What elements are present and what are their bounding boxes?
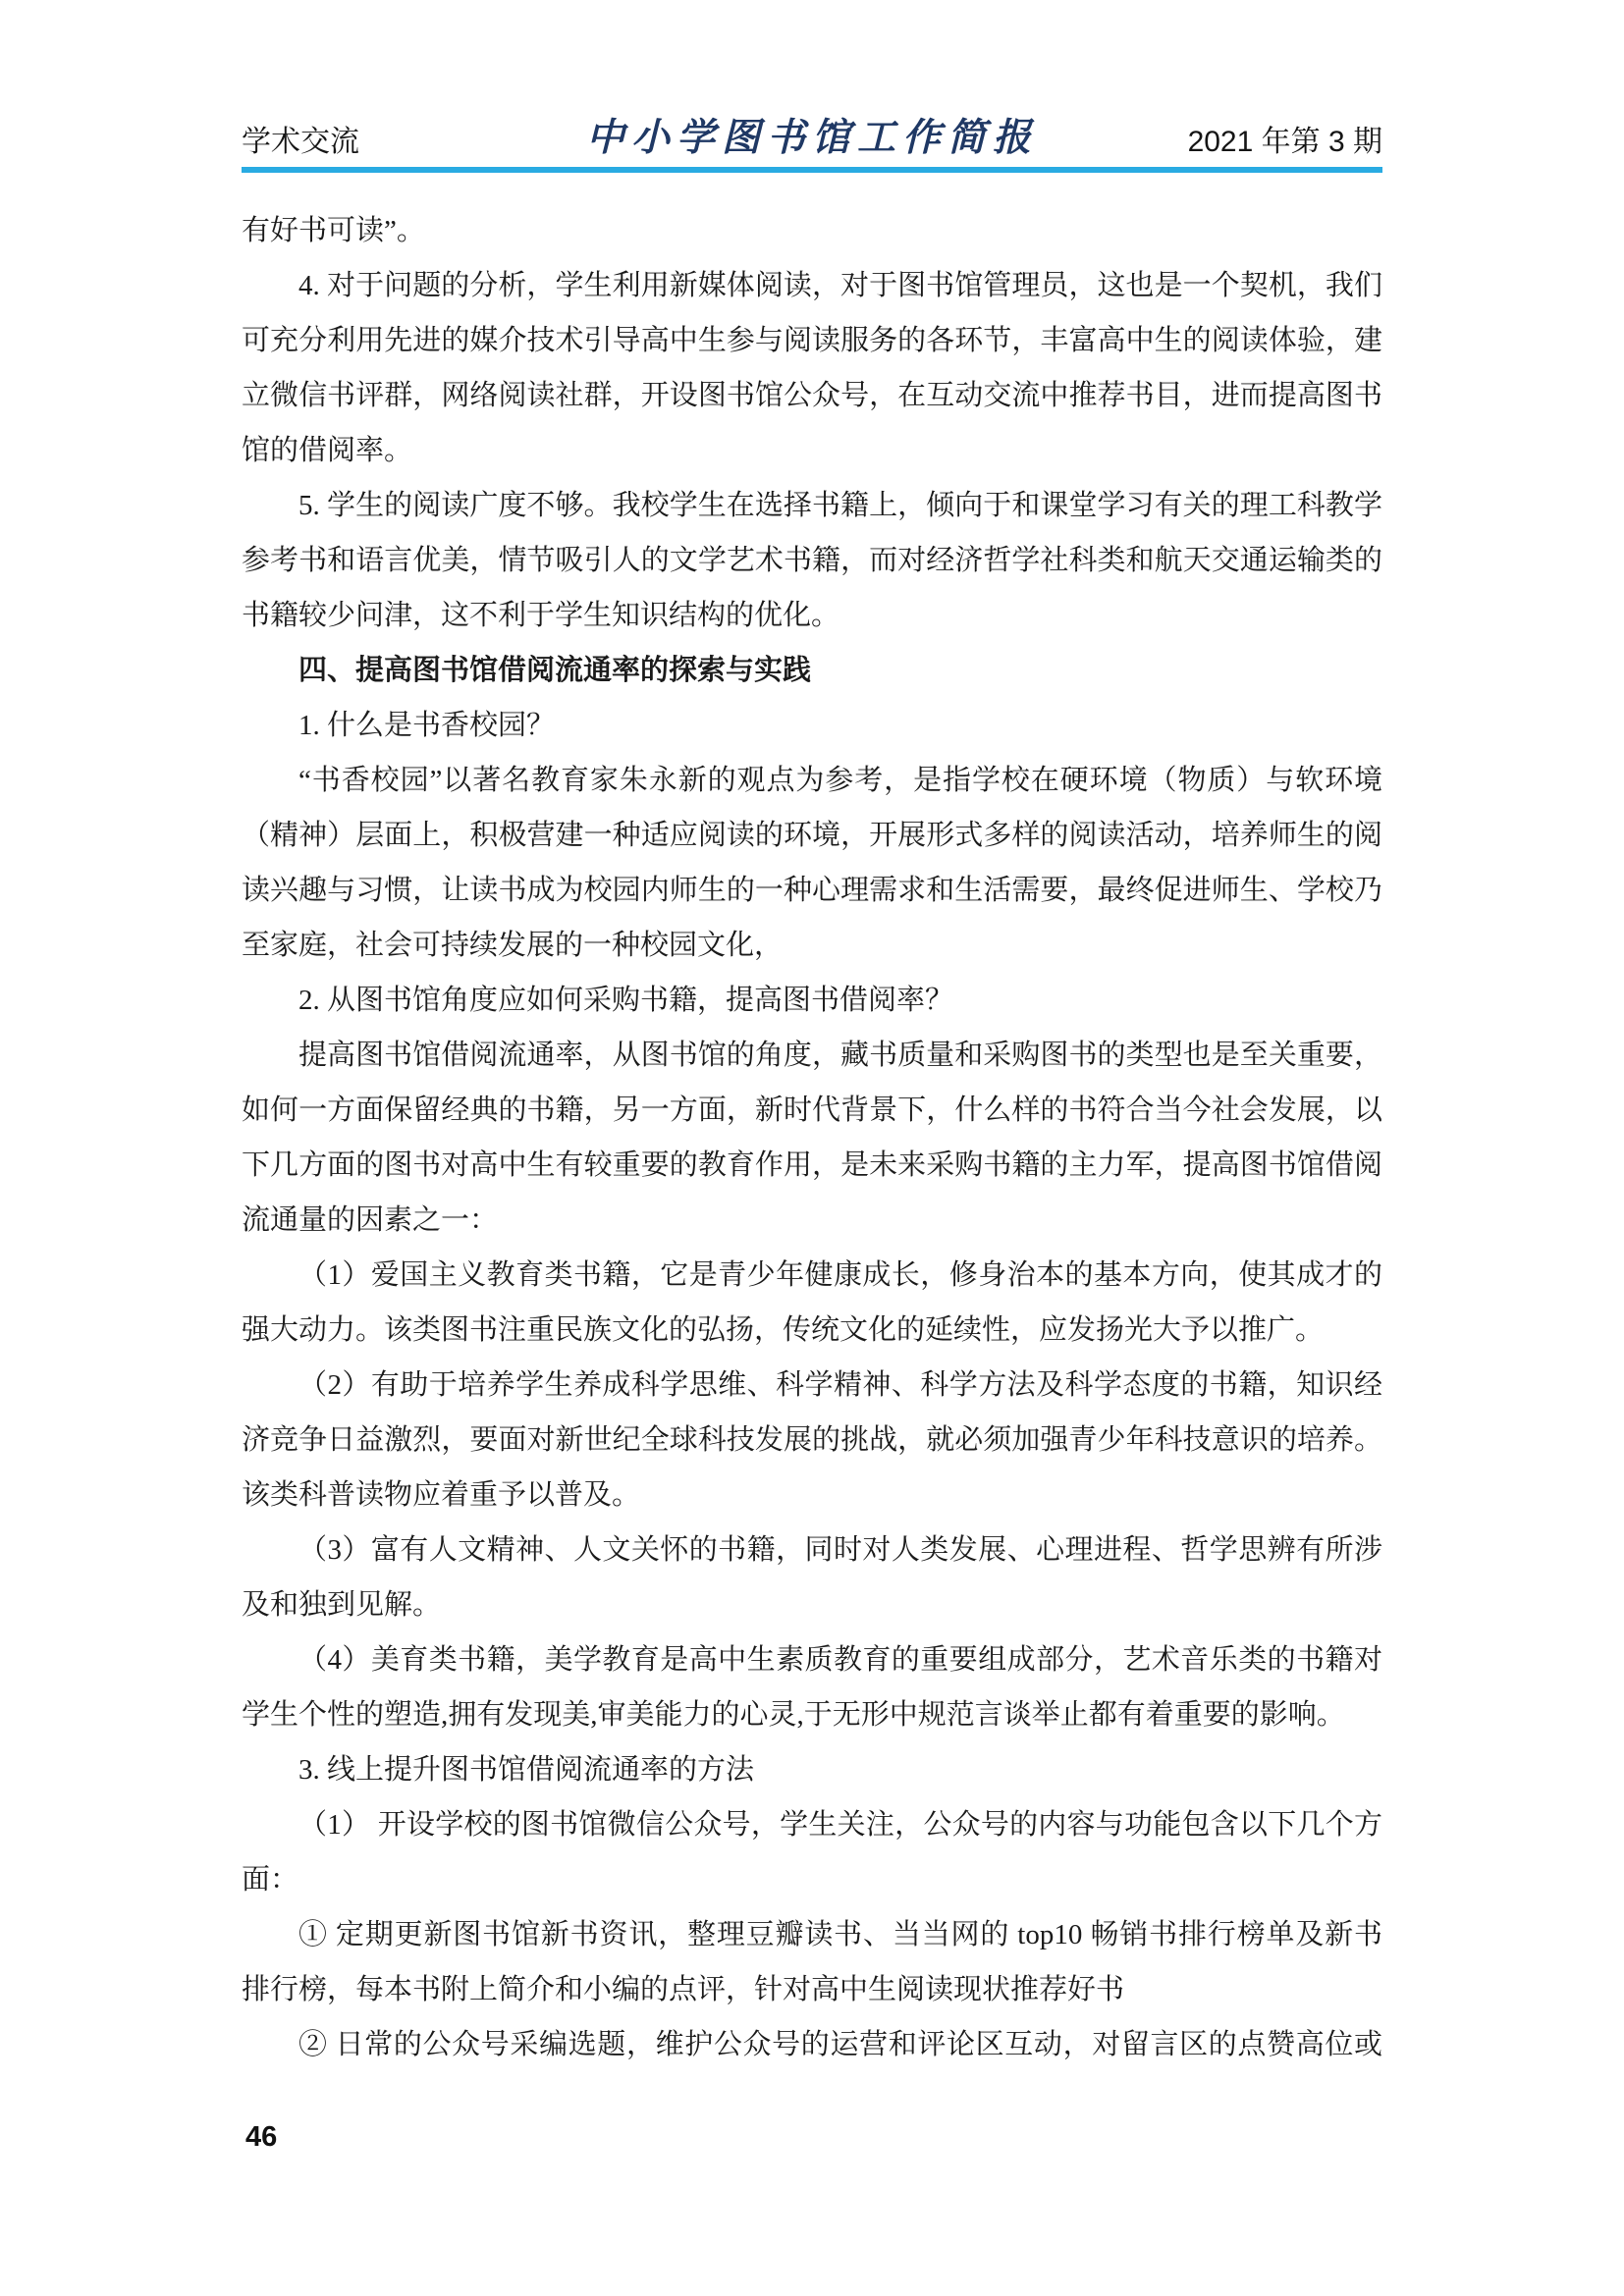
- text-line: 读兴趣与习惯，让读书成为校园内师生的一种心理需求和生活需要，最终促进师生、学校乃: [242, 875, 1382, 906]
- text-line: 4. 对于问题的分析，学生利用新媒体阅读，对于图书馆管理员，这也是一个契机，我们: [298, 270, 1382, 301]
- journal-title: 中小学图书馆工作简报: [585, 117, 1038, 159]
- text-line: 3. 线上提升图书馆借阅流通率的方法: [298, 1754, 755, 1786]
- text-line: ② 日常的公众号采编选题，维护公众号的运营和评论区互动，对留言区的点赞高位或: [298, 2029, 1382, 2060]
- text-line: （1）爱国主义教育类书籍，它是青少年健康成长，修身治本的基本方向，使其成才的: [298, 1259, 1382, 1291]
- text-line: 济竞争日益激烈，要面对新世纪全球科技发展的挑战，就必须加强青少年科技意识的培养。: [242, 1424, 1382, 1456]
- text-line: （精神）层面上，积极营建一种适应阅读的环境，开展形式多样的阅读活动，培养师生的阅: [242, 820, 1382, 851]
- text-line: 2. 从图书馆角度应如何采购书籍，提高图书借阅率？: [298, 985, 954, 1016]
- text-line: 至家庭，社会可持续发展的一种校园文化，: [242, 930, 784, 961]
- text-line: 面：: [242, 1864, 299, 1896]
- text-line: 馆的借阅率。: [242, 435, 413, 466]
- text-line: （1） 开设学校的图书馆微信公众号，学生关注，公众号的内容与功能包含以下几个方: [298, 1809, 1382, 1841]
- text-line: 提高图书馆借阅流通率，从图书馆的角度，藏书质量和采购图书的类型也是至关重要，: [298, 1040, 1382, 1071]
- text-line: 可充分利用先进的媒介技术引导高中生参与阅读服务的各环节，丰富高中生的阅读体验，建: [242, 325, 1382, 356]
- text-line: 参考书和语言优美，情节吸引人的文学艺术书籍，而对经济哲学社科类和航天交通运输类的: [242, 545, 1382, 576]
- text-line: 及和独到见解。: [242, 1589, 442, 1621]
- text-line: （2）有助于培养学生养成科学思维、科学精神、科学方法及科学态度的书籍，知识经: [298, 1369, 1382, 1401]
- header-section-label: 学术交流: [242, 126, 359, 158]
- page-number: 46: [245, 2121, 278, 2153]
- text-line: 1. 什么是书香校园？: [298, 710, 556, 741]
- text-line: 强大动力。该类图书注重民族文化的弘扬，传统文化的延续性，应发扬光大予以推广。: [242, 1314, 1325, 1346]
- text-line: 有好书可读”。: [242, 215, 425, 246]
- header-rule-divider: [242, 167, 1382, 173]
- text-line: 立微信书评群，网络阅读社群，开设图书馆公众号，在互动交流中推荐书目，进而提高图书: [242, 380, 1382, 411]
- header-issue-label: 2021 年第 3 期: [1187, 126, 1382, 158]
- text-line: “书香校园”以著名教育家朱永新的观点为参考，是指学校在硬环境（物质）与软环境: [298, 765, 1382, 796]
- text-line: 该类科普读物应着重予以普及。: [242, 1479, 641, 1511]
- text-line: 排行榜，每本书附上简介和小编的点评，针对高中生阅读现状推荐好书: [242, 1974, 1125, 2005]
- text-line: 流通量的因素之一：: [242, 1204, 499, 1236]
- text-line: 5. 学生的阅读广度不够。我校学生在选择书籍上，倾向于和课堂学习有关的理工科教学: [298, 490, 1382, 521]
- text-line: 四、提高图书馆借阅流通率的探索与实践: [298, 655, 812, 686]
- text-line: 学生个性的塑造,拥有发现美,审美能力的心灵,于无形中规范言谈举止都有着重要的影响。: [242, 1699, 1345, 1731]
- text-line: 下几方面的图书对高中生有较重要的教育作用，是未来采购书籍的主力军，提高图书馆借阅: [242, 1149, 1382, 1181]
- text-line: （4）美育类书籍，美学教育是高中生素质教育的重要组成部分，艺术音乐类的书籍对: [298, 1644, 1382, 1676]
- body-lines: [242, 203, 1382, 2072]
- text-line: 书籍较少问津，这不利于学生知识结构的优化。: [242, 600, 840, 631]
- text-line: 如何一方面保留经典的书籍，另一方面，新时代背景下，什么样的书符合当今社会发展，以: [242, 1095, 1382, 1126]
- text-line: （3）富有人文精神、人文关怀的书籍，同时对人类发展、心理进程、哲学思辨有所涉: [298, 1534, 1382, 1566]
- text-line: ① 定期更新图书馆新书资讯，整理豆瓣读书、当当网的 top10 畅销书排行榜单及新书: [298, 1919, 1382, 1950]
